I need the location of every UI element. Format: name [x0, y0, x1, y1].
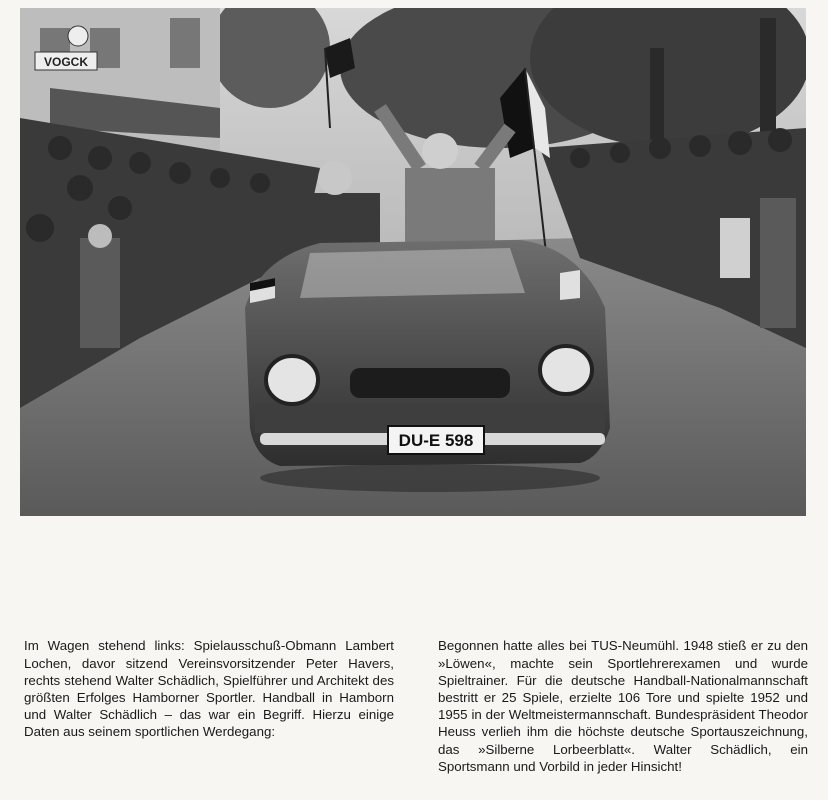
parade-photo: [20, 8, 806, 516]
parade-photo-illustration: [20, 8, 806, 516]
shop-sign: VOGCK: [43, 55, 89, 69]
caption-right-column: Begonnen hatte alles bei TUS-Neumühl. 1948 stieß er zu den »Löwen«, machte sein Sportlehrerexamen und wurde Spieltrainer. Für die deutsche Handball-Nationalmannschaft bestritt er 25 Spiele, erzielte 106 Tore und spielte 1952 und 1955 in der Weltmeistermannschaft. Bundespräsident Theodor Heuss verlieh ihm die höchste deutsche Sportauszeichnung, das »Silberne Lorbeerblatt«. Walter Schädlich, ein Sportsmann und Vorbild in jeder Hinsicht!: [438, 638, 808, 774]
license-plate: DU-E 598: [398, 431, 474, 450]
caption-left-column: Im Wagen stehend links: Spielausschuß-Obmann Lambert Lochen, davor sitzend Vereinsvorsitzender Peter Havers, rechts stehend Walter Schädlich, Spielführer und Architekt des größten Erfolges Hamborner Sportler. Handball in Hamborn und Walter Schädlich – das war ein Begriff. Hierzu einige Daten aus seinem sportlichen Werdegang:: [24, 638, 394, 740]
caption-columns: [24, 624, 808, 788]
